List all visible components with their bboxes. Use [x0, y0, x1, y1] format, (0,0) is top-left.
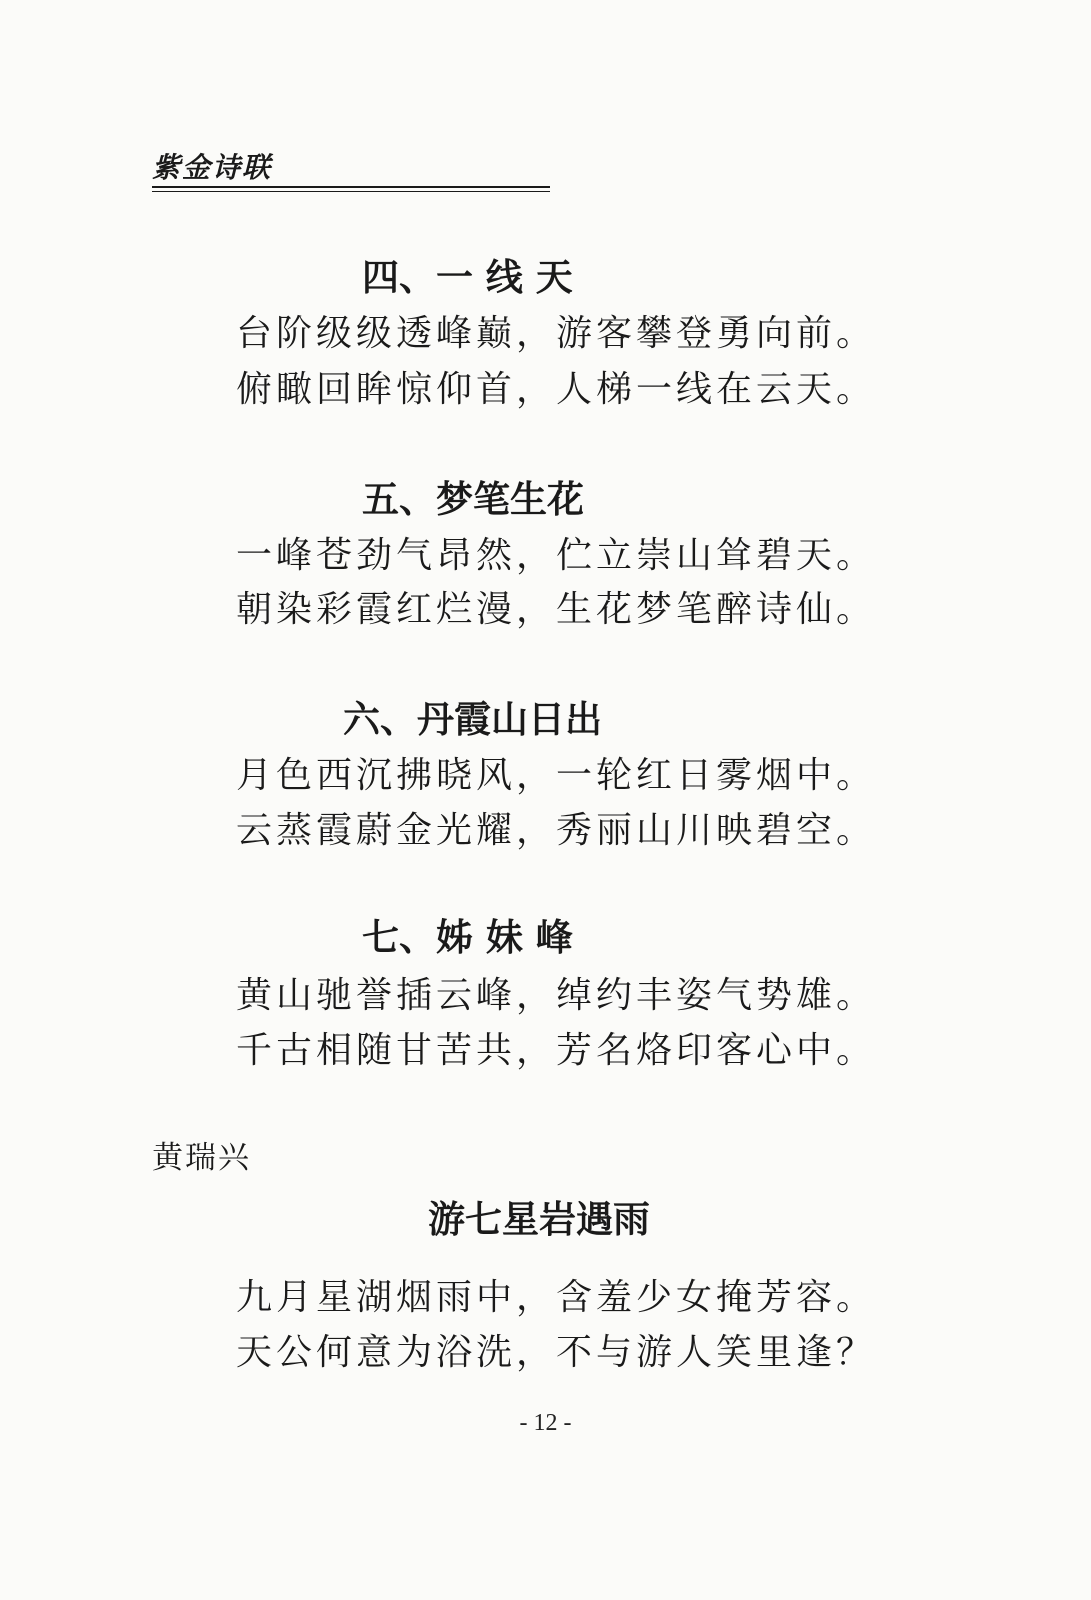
poem-title: 七、姊 妹 峰 [362, 916, 573, 959]
poem-line: 朝染彩霞红烂漫，生花梦笔醉诗仙。 [236, 589, 877, 630]
poem-line: 云蒸霞蔚金光耀，秀丽山川映碧空。 [236, 810, 877, 851]
poem-line: 九月星湖烟雨中，含羞少女掩芳容。 [236, 1277, 877, 1318]
header-rule [152, 186, 550, 188]
page-number: - 12 - [519, 1410, 572, 1436]
poem-title: 四、一 线 天 [362, 256, 573, 299]
poem-line: 一峰苍劲气昂然，伫立崇山耸碧天。 [236, 535, 877, 576]
running-header [152, 150, 552, 194]
poem-line: 黄山驰誉插云峰，绰约丰姿气势雄。 [236, 975, 877, 1016]
poem-title: 五、梦笔生花 [362, 478, 584, 521]
poem-title: 游七星岩遇雨 [428, 1198, 650, 1241]
poem-line: 俯瞰回眸惊仰首，人梯一线在云天。 [236, 369, 877, 410]
poem-line: 天公何意为浴洗，不与游人笑里逢？ [236, 1332, 877, 1373]
poem-title: 六、丹霞山日出 [343, 698, 602, 741]
book-title: 紫金诗联 [152, 151, 273, 184]
poem-line: 台阶级级透峰巅，游客攀登勇向前。 [236, 313, 877, 354]
poem-line: 千古相随甘苦共，芳名烙印客心中。 [236, 1030, 877, 1071]
poem-line: 月色西沉拂晓风，一轮红日雾烟中。 [236, 755, 877, 796]
header-rule-thin [152, 191, 550, 192]
author-name: 黄瑞兴 [152, 1140, 251, 1176]
